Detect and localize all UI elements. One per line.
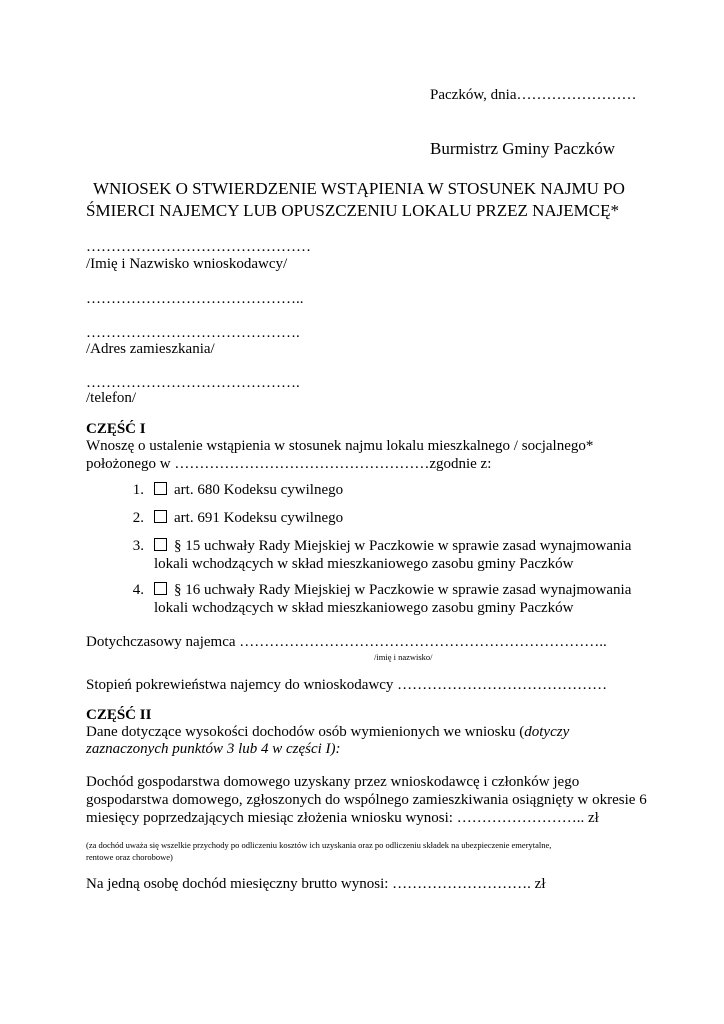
- option-number: 2.: [132, 510, 144, 526]
- income-note-line-2: rentowe oraz chorobowe): [86, 852, 173, 862]
- option-item-3: [126, 537, 631, 555]
- checkbox-icon[interactable]: [154, 582, 167, 595]
- part2-intro-italic: dotyczy: [524, 724, 570, 740]
- option-text: art. 680 Kodeksu cywilnego: [174, 482, 344, 498]
- part2-intro-line-2: zaznaczonych punktów 3 lub 4 w części I):: [86, 741, 341, 757]
- addressee: Burmistrz Gminy Paczków: [430, 139, 616, 158]
- part1-heading: CZĘŚĆ I: [86, 421, 146, 437]
- per-person-income: Na jedną osobę dochód miesięczny brutto wynosi: ………………………. zł: [86, 876, 546, 892]
- option-item-3-line-2: lokali wchodzących w skład mieszkaniowego zasobu gminy Paczków: [154, 556, 574, 572]
- checkbox-icon[interactable]: [154, 510, 167, 523]
- part1-intro-line-2: położonego w ……………………………………………zgodnie z:: [86, 456, 492, 472]
- income-line-3: miesięcy poprzedzających miesiąc złożenia wniosku wynosi: …………………….. zł: [86, 810, 599, 826]
- address-dots-2: …………………………………….: [86, 325, 300, 341]
- phone-dots: …………………………………….: [86, 375, 300, 391]
- option-item-2: [126, 509, 343, 527]
- name-label: /Imię i Nazwisko wnioskodawcy/: [86, 256, 288, 272]
- title-line-1: WNIOSEK O STWIERDZENIE WSTĄPIENIA W STOSUNEK NAJMU PO: [93, 179, 625, 198]
- option-number: 1.: [132, 482, 144, 498]
- place-date: Paczków, dnia……………………: [430, 87, 637, 103]
- income-line-2: gospodarstwa domowego, zgłoszonych do wspólnego zamieszkiwania osiągnięty w okresie 6: [86, 792, 647, 808]
- checkbox-icon[interactable]: [154, 538, 167, 551]
- part2-intro-line-1: [86, 723, 569, 741]
- option-item-4: [126, 581, 631, 599]
- checkbox-icon[interactable]: [154, 482, 167, 495]
- name-dots: ………………………………………: [86, 239, 311, 255]
- part2-heading: CZĘŚĆ II: [86, 707, 152, 723]
- address-label: /Adres zamieszkania/: [86, 341, 215, 357]
- option-item-4-line-2: lokali wchodzących w skład mieszkaniowego zasobu gminy Paczków: [154, 600, 574, 616]
- option-number: 4.: [132, 582, 144, 598]
- option-text: § 16 uchwały Rady Miejskiej w Paczkowie w sprawie zasad wynajmowania: [174, 582, 632, 598]
- part2-intro-text: Dane dotyczące wysokości dochodów osób wymienionych we wniosku (: [86, 724, 525, 740]
- previous-tenant: Dotychczasowy najemca ………………………………………………………………..: [86, 634, 607, 650]
- option-item-1: [126, 481, 343, 499]
- part1-intro-line-1: Wnoszę o ustalenie wstąpienia w stosunek najmu lokalu mieszkalnego / socjalnego*: [86, 438, 594, 454]
- income-note-line-1: (za dochód uważa się wszelkie przychody po odliczeniu kosztów ich uzyskania oraz po odliczeniu składek na ubezpieczenie emerytalne,: [86, 840, 552, 850]
- address-dots-1: ……………………………………..: [86, 291, 304, 307]
- income-line-1: Dochód gospodarstwa domowego uzyskany przez wnioskodawcę i członków jego: [86, 774, 580, 790]
- option-text: art. 691 Kodeksu cywilnego: [174, 510, 344, 526]
- title-line-2: ŚMIERCI NAJEMCY LUB OPUSZCZENIU LOKALU PRZEZ NAJEMCĘ*: [86, 201, 619, 220]
- option-number: 3.: [132, 538, 144, 554]
- phone-label: /telefon/: [86, 390, 136, 406]
- previous-tenant-hint: /imię i nazwisko/: [374, 652, 433, 662]
- relationship: Stopień pokrewieństwa najemcy do wnioskodawcy ……………………………………: [86, 677, 608, 693]
- option-text: § 15 uchwały Rady Miejskiej w Paczkowie w sprawie zasad wynajmowania: [174, 538, 632, 554]
